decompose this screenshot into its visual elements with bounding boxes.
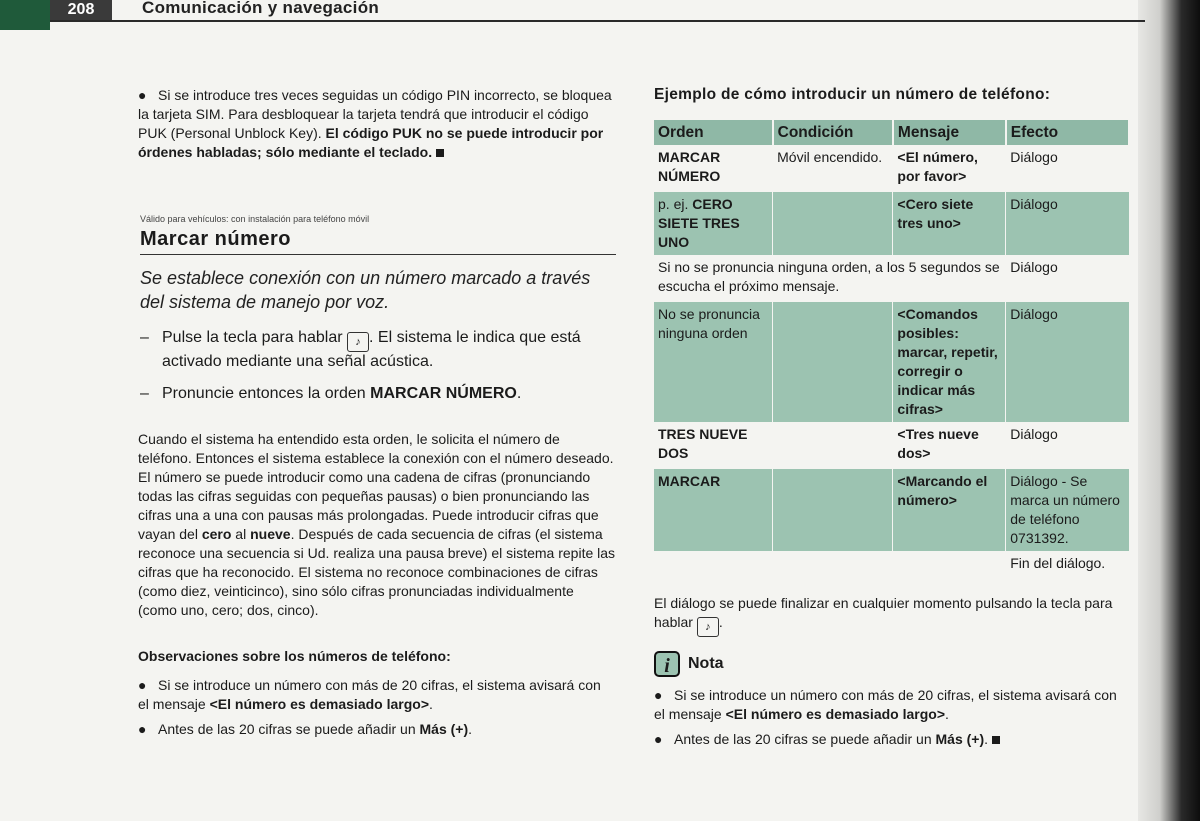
table-cell: Fin del diálogo.: [1006, 551, 1129, 576]
note-list: [654, 686, 1124, 755]
para-part-2: . Después de cada secuencia de cifras (el sistema reconoce una secuencia si Ud. realiza una pausa breve) el sistema repite las cifras que ha reconocido. El sistema no reconoce combinaciones de cifras (como diez, veinticinco), sino sólo cifras pronunciadas individualmente (como uno, cero; dos, cinco).: [138, 526, 616, 618]
note-2-plus: Más (+): [935, 731, 985, 747]
col-header-condicion: Condición: [773, 120, 893, 145]
bullet-icon: ●: [138, 721, 147, 737]
talk-button-icon: ♪: [347, 332, 369, 352]
dash: –: [140, 329, 149, 346]
order-prefix: p. ej.: [658, 196, 689, 212]
note-header: [654, 651, 724, 677]
table-row: [654, 422, 1129, 468]
pin-warning: [138, 86, 618, 162]
table-cell: [773, 301, 893, 423]
bullet-icon: ●: [138, 87, 147, 103]
table-cell: [654, 191, 773, 256]
table-cell: Móvil encendido.: [773, 145, 893, 191]
step2-command: MARCAR NÚMERO: [370, 385, 517, 402]
fin-text: El diálogo se puede finalizar en cualquier momento pulsando la tecla para hablar: [654, 595, 1113, 630]
table-row: [654, 145, 1129, 191]
table-cell: Diálogo: [1006, 301, 1129, 423]
puk-warning: El código PUK no se puede introducir por órdenes habladas; sólo mediante el teclado.: [138, 125, 604, 160]
obs-1-text: Si se introduce un número con más de 20 cifras, el sistema avisará con el mensaje: [138, 677, 601, 712]
end-mark-icon: [992, 736, 1000, 744]
note-1-message: <El número es demasiado largo>: [725, 706, 946, 722]
table-cell: Diálogo: [1006, 422, 1129, 468]
table-row: [654, 301, 1129, 423]
step1-text: Pulse la tecla para hablar: [162, 329, 343, 346]
table-cell: [773, 551, 893, 576]
example-section: [654, 86, 1130, 576]
table-cell: [773, 422, 893, 468]
table-cell: Diálogo: [1006, 145, 1129, 191]
end-dialog-paragraph: [654, 594, 1124, 637]
table-row: [654, 191, 1129, 256]
table-cell: MARCAR: [654, 468, 773, 552]
step-press-talk: [140, 328, 610, 372]
observations-title: Observaciones sobre los números de teléfono:: [138, 648, 451, 664]
explanation-paragraph: [138, 430, 616, 620]
table-cell: Diálogo: [1006, 255, 1129, 301]
bullet-icon: ●: [138, 677, 147, 693]
table-cell: No se pronuncia ninguna orden: [654, 301, 773, 423]
end-mark-icon: [436, 149, 444, 157]
table-cell: Diálogo: [1006, 191, 1129, 256]
example-title: Ejemplo de cómo introducir un número de teléfono:: [654, 86, 1051, 103]
step1-text-after: . El sistema le indica que está activado mediante una señal acústica.: [162, 329, 581, 370]
table-cell: <Tres nueve dos>: [893, 422, 1006, 468]
dash: –: [140, 385, 149, 402]
list-item: ● Antes de las 20 cifras se puede añadir un Más (+).: [138, 721, 473, 737]
para-mid: al: [235, 526, 247, 542]
table-cell: <Comandos posibles: marcar, repetir, corregir o indicar más cifras>: [893, 301, 1006, 423]
dialog-table: [654, 120, 1130, 576]
col-header-orden: Orden: [654, 120, 773, 145]
page-spine-shadow: [1138, 0, 1200, 821]
bullet-icon: ●: [654, 687, 663, 703]
table-cell: [893, 551, 1006, 576]
info-icon: i: [654, 651, 680, 677]
table-cell: Diálogo - Se marca un número de teléfono 0731392.: [1006, 468, 1129, 552]
table-row: [654, 468, 1129, 552]
col-header-mensaje: Mensaje: [893, 120, 1006, 145]
talk-button-icon: ♪: [697, 617, 719, 637]
table-cell: [773, 468, 893, 552]
note-label: Nota: [688, 655, 724, 672]
table-cell: <Cero siete tres uno>: [893, 191, 1006, 256]
step2-period: .: [516, 385, 522, 402]
obs-2-plus: Más (+): [419, 721, 469, 737]
list-item: ● Antes de las 20 cifras se puede añadir un Más (+).: [654, 730, 1124, 749]
para-part-1: Cuando el sistema ha entendido esta orden, le solicita el número de teléfono. Entonces el sistema establece la conexión con el número deseado. El número se puede introducir como una cadena de cifras (pronunciando todas las cifras seguidas con pequeñas pausas) o bien pronunciando las cifras una a una con pausas más prolongadas. Puede introducir cifras que vayan del: [138, 431, 614, 542]
table-cell: MARCAR NÚMERO: [654, 145, 773, 191]
chapter-title: Comunicación y navegación: [142, 0, 380, 17]
running-header: [0, 0, 1145, 22]
page-number: 208: [50, 0, 112, 20]
step2-text: Pronuncie entonces la orden: [162, 385, 366, 402]
col-header-efecto: Efecto: [1006, 120, 1129, 145]
obs-1-message: <El número es demasiado largo>: [209, 696, 430, 712]
observations-list: [138, 676, 608, 745]
table-cell: TRES NUEVE DOS: [654, 422, 773, 468]
fin-period: .: [718, 614, 723, 630]
list-item: ● Si se introduce un número con más de 20 cifras, el sistema avisará con el mensaje <El número es demasiado largo>.: [138, 677, 601, 712]
table-cell: [654, 551, 773, 576]
para-bold-cero: cero: [201, 526, 232, 542]
table-cell: <Marcando el número>: [893, 468, 1006, 552]
list-item: ● Si se introduce un número con más de 20 cifras, el sistema avisará con el mensaje <El número es demasiado largo>.: [654, 687, 1117, 722]
table-row: [654, 255, 1129, 301]
step-say-command: [140, 384, 610, 404]
obs-2-text: Antes de las 20 cifras se puede añadir un: [158, 721, 416, 737]
validity-note: Válido para vehículos: con instalación para teléfono móvil: [140, 214, 370, 224]
para-bold-nueve: nueve: [250, 526, 291, 542]
pin-text: Si se introduce tres veces seguidas un código PIN incorrecto, se bloquea la tarjeta SIM. Para desbloquear la tarjeta tendrá que introducir el código PUK (Personal Unblock Key).: [138, 87, 612, 141]
table-cell: [773, 191, 893, 256]
table-cell: Si no se pronuncia ninguna orden, a los 5 segundos se escucha el próximo mensaje.: [654, 255, 1006, 301]
section-title: Marcar número: [140, 228, 616, 255]
note-1-text: Si se introduce un número con más de 20 cifras, el sistema avisará con el mensaje: [654, 687, 1117, 722]
bullet-icon: ●: [654, 731, 663, 747]
table-header-row: [654, 120, 1129, 145]
order-command: CERO SIETE TRES UNO: [658, 196, 740, 250]
table-cell: <El número, por favor>: [893, 145, 1006, 191]
table-row: [654, 551, 1129, 576]
section-intro: Se establece conexión con un número marcado a través del sistema de manejo por voz.: [140, 268, 591, 312]
note-2-text: Antes de las 20 cifras se puede añadir un: [674, 731, 932, 747]
